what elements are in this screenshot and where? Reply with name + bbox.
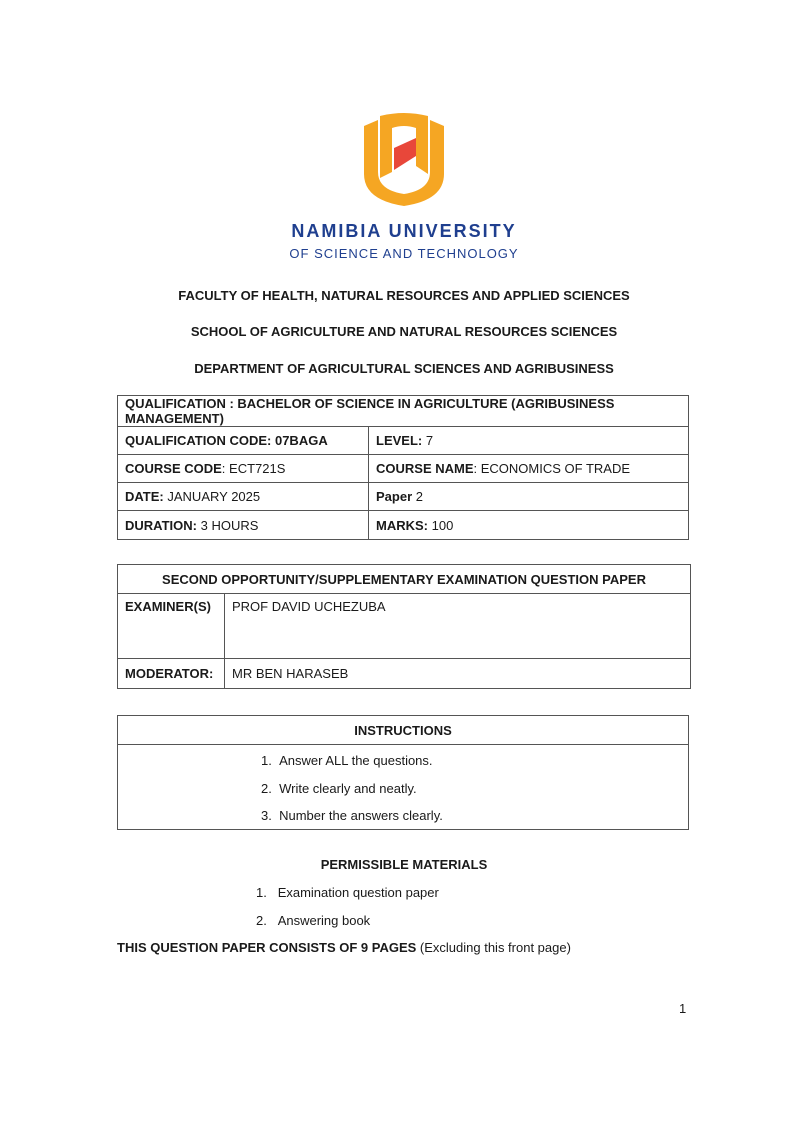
level-cell: LEVEL: 7 <box>369 427 689 455</box>
moderator-label: MODERATOR: <box>118 659 225 689</box>
instruction-item: 3. Number the answers clearly. <box>261 808 443 823</box>
examiner-name: PROF DAVID UCHEZUBA <box>225 594 691 659</box>
page-count-note: THIS QUESTION PAPER CONSISTS OF 9 PAGES (Excluding this front page) <box>117 940 571 955</box>
instruction-item: 2. Write clearly and neatly. <box>261 781 417 796</box>
instructions-title: INSTRUCTIONS <box>118 716 689 745</box>
date-cell: DATE: JANUARY 2025 <box>118 483 369 511</box>
qualification-cell: QUALIFICATION : BACHELOR OF SCIENCE IN AGRICULTURE (AGRIBUSINESS MANAGEMENT) <box>118 396 689 427</box>
instruction-item: 1. Answer ALL the questions. <box>261 753 433 768</box>
duration-cell: DURATION: 3 HOURS <box>118 511 369 540</box>
course-details-table <box>117 395 689 540</box>
school-heading: SCHOOL OF AGRICULTURE AND NATURAL RESOURCES SCIENCES <box>190 324 618 339</box>
exam-type-title: SECOND OPPORTUNITY/SUPPLEMENTARY EXAMINATION QUESTION PAPER <box>118 565 691 594</box>
marks-cell: MARKS: 100 <box>369 511 689 540</box>
faculty-heading: FACULTY OF HEALTH, NATURAL RESOURCES AND APPLIED SCIENCES <box>178 288 630 303</box>
exam-staff-table <box>117 564 691 689</box>
material-item: 1. Examination question paper <box>256 885 439 900</box>
material-item: 2. Answering book <box>256 913 371 928</box>
moderator-name: MR BEN HARASEB <box>225 659 691 689</box>
page-number: 1 <box>679 1001 687 1016</box>
examiner-label: EXAMINER(S) <box>118 594 225 659</box>
instructions-list <box>261 747 681 829</box>
qualification-code-cell: QUALIFICATION CODE: 07BAGA <box>118 427 369 455</box>
university-subtitle: OF SCIENCE AND TECHNOLOGY <box>289 246 519 261</box>
course-name-cell: COURSE NAME: ECONOMICS OF TRADE <box>369 455 689 483</box>
instructions-table <box>117 715 689 830</box>
course-code-cell: COURSE CODE: ECT721S <box>118 455 369 483</box>
materials-title: PERMISSIBLE MATERIALS <box>320 857 488 872</box>
department-heading: DEPARTMENT OF AGRICULTURAL SCIENCES AND AGRIBUSINESS <box>194 361 614 376</box>
paper-cell: Paper 2 <box>369 483 689 511</box>
university-name: NAMIBIA UNIVERSITY <box>291 221 517 241</box>
university-logo-shield <box>360 112 448 208</box>
